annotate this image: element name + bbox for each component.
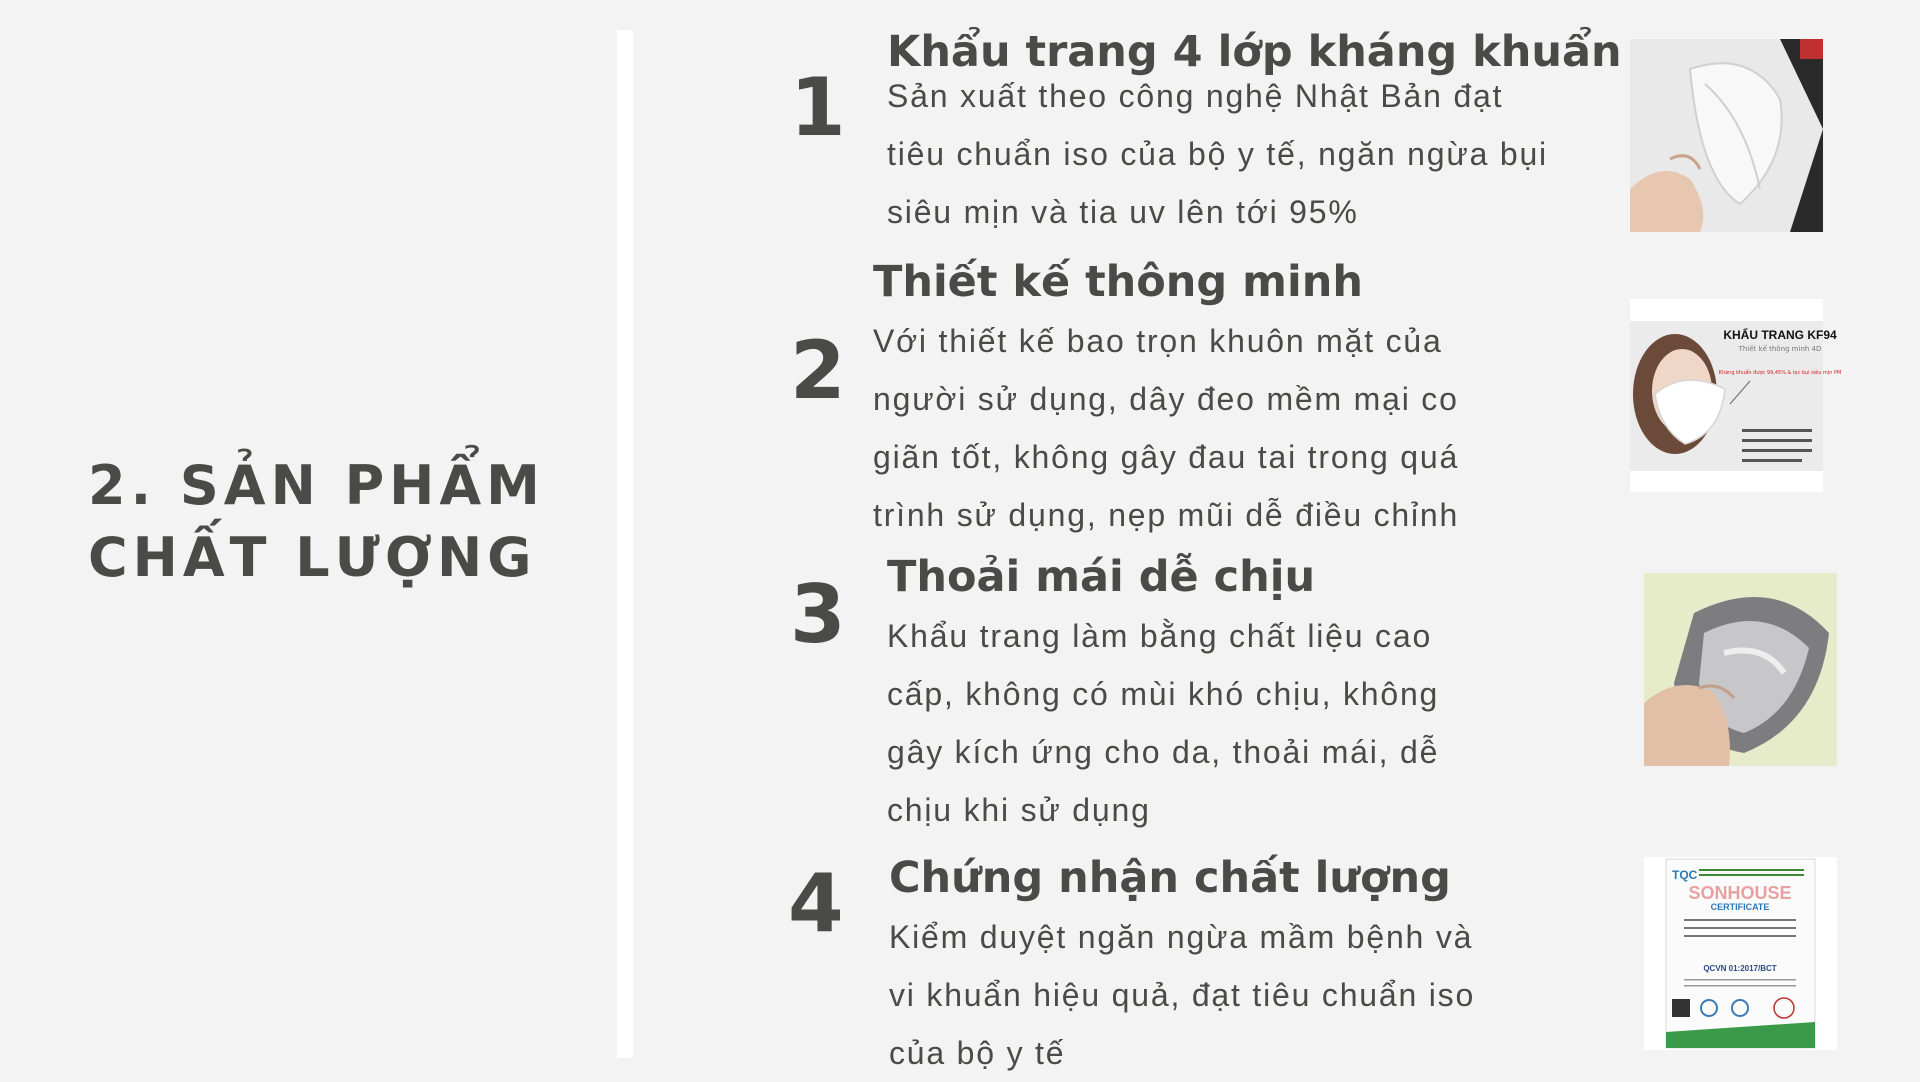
feature-number: 1 [790, 61, 846, 154]
quality-certificate-image [1644, 857, 1837, 1050]
certificate-standard: QCVN 01:2017/BCT [1703, 964, 1777, 973]
ad-product-subtitle: Thiết kế thông minh 4D [1738, 345, 1822, 353]
section-title [88, 450, 545, 594]
feature-description: Với thiết kế bao trọn khuôn mặt của người sử dụng, dây đeo mềm mại co giãn tốt, không gây đau tai trong quá trình sử dụng, nẹp mũi dễ điều chỉnh [873, 323, 1460, 533]
kf94-product-ad-image [1630, 299, 1842, 492]
ad-product-title: KHẨU TRANG KF94 [1723, 328, 1837, 342]
feature-description: Khẩu trang làm bằng chất liệu cao cấp, không có mùi khó chịu, không gây kích ứng cho da, thoải mái, dễ chịu khi sử dụng [887, 618, 1440, 828]
feature-title: Thiết kế thông minh [873, 257, 1363, 307]
feature-number: 4 [788, 857, 844, 950]
section-title-line-1: 2. SẢN PHẨM [88, 454, 545, 517]
certificate-watermark: SONHOUSE [1688, 883, 1792, 903]
vertical-divider [617, 30, 633, 1058]
mask-hand-photo [1630, 39, 1823, 232]
feature-number: 2 [790, 324, 846, 417]
certificate-brand: TQC [1672, 868, 1698, 882]
section-title-line-2: CHẤT LƯỢNG [88, 526, 537, 589]
certificate-heading: CERTIFICATE [1710, 902, 1770, 912]
feature-title: Chứng nhận chất lượng [889, 853, 1451, 903]
feature-title: Khẩu trang 4 lớp kháng khuẩn [887, 27, 1622, 77]
mask-inside-photo [1644, 573, 1837, 766]
feature-description: Sản xuất theo công nghệ Nhật Bản đạt tiêu chuẩn iso của bộ y tế, ngăn ngừa bụi siêu mịn và tia uv lên tới 95% [887, 78, 1548, 230]
feature-title: Thoải mái dễ chịu [887, 552, 1316, 602]
feature-description: Kiểm duyệt ngăn ngừa mầm bệnh và vi khuẩn hiệu quả, đạt tiêu chuẩn iso của bộ y tế [889, 919, 1476, 1071]
ad-claim: Kháng khuẩn được 99,45% & lọc bụi siêu mịn PM [1718, 370, 1842, 376]
feature-number: 3 [790, 568, 846, 661]
